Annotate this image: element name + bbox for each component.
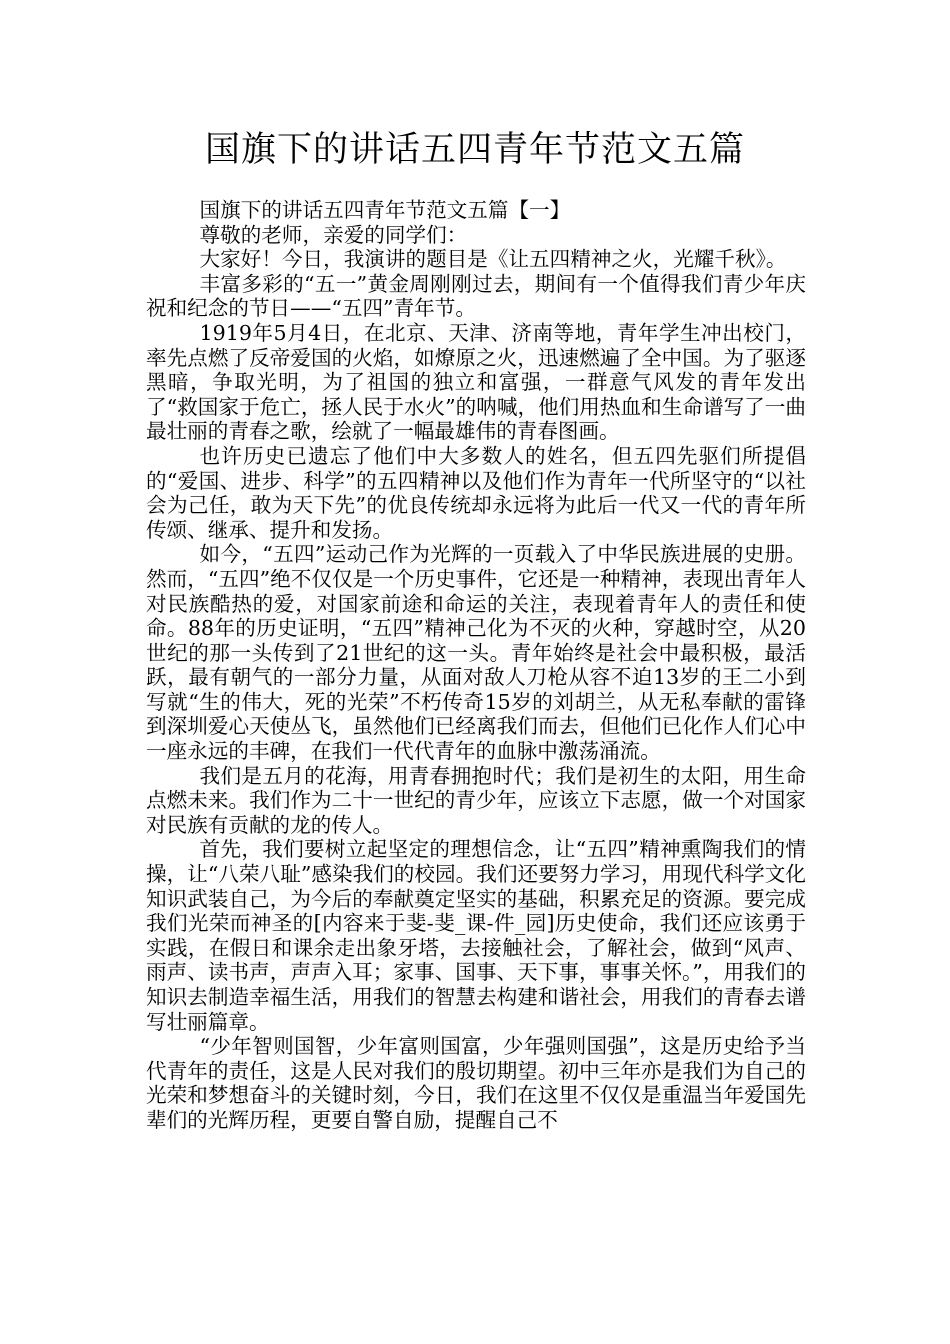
document-title: 国旗下的讲话五四青年节范文五篇 — [204, 130, 745, 170]
paragraph: “少年智则国智，少年富则国富，少年强则国强”，这是历史给予当代青年的责任，这是人民对我们的殷切期望。初中三年亦是我们为自己的光荣和梦想奋斗的关键时刻，今日，我们在这里不仅仅是重温当年爱国先辈们的光辉历程，更要自警自励，提醒自己不 — [146, 1034, 806, 1132]
paragraph: 大家好！今日，我演讲的题目是《让五四精神之火，光耀千秋》。 — [199, 247, 787, 272]
document-body — [146, 198, 806, 1133]
paragraph: 也许历史已遗忘了他们中大多数人的姓名，但五四先驱们所提倡的“爱国、进步、科学”的五四精神以及他们作为青年一代所坚守的“以社会为己任，敢为天下先”的优良传统却永远将为此后一代又一代的青年所传颂、继承、提升和发扬。 — [146, 443, 806, 542]
paragraph: 1919年5月4日，在北京、天津、济南等地，青年学生冲出校门，率先点燃了反帝爱国的火焰，如燎原之火，迅速燃遍了全中国。为了驱逐黑暗，争取光明，为了祖国的独立和富强，一群意气风发的青年发出了“救国家于危亡，拯人民于水火”的呐喊，他们用热血和生命谱写了一曲最壮丽的青春之歌，绘就了一幅最雄伟的青春图画。 — [146, 320, 806, 444]
paragraph: 我们是五月的花海，用青春拥抱时代；我们是初生的太阳，用生命点燃未来。我们作为二十一世纪的青少年，应该立下志愿，做一个对国家对民族有贡献的龙的传人。 — [146, 763, 806, 837]
paragraph: 首先，我们要树立起坚定的理想信念，让“五四”精神熏陶我们的情操，让“八荣八耻”感染我们的校园。我们还要努力学习，用现代科学文化知识武装自己，为今后的奉献奠定坚实的基础，积累充足的资源。要完成我们光荣而神圣的[内容来于斐-斐_课-件_园]历史使命，我们还应该勇于实践，在假日和课余走出象牙塔，去接触社会，了解社会，做到“风声、雨声、读书声，声声入耳；家事、国事、天下事，事事关怀。”，用我们的知识去制造幸福生活，用我们的智慧去构建和谐社会，用我们的青春去谱写壮丽篇章。 — [146, 837, 806, 1034]
paragraph: 丰富多彩的“五一”黄金周刚刚过去，期间有一个值得我们青少年庆祝和纪念的节日——“五四”青年节。 — [146, 271, 806, 321]
section-heading: 国旗下的讲话五四青年节范文五篇【一】 — [199, 198, 571, 222]
paragraph: 如今，“五四”运动己作为光辉的一页载入了中华民族进展的史册。然而，“五四”绝不仅仅是一个历史事件，它还是一种精神，表现出青年人对民族酷热的爱，对国家前途和命运的关注，表现着青年人的责任和使命。88年的历史证明，“五四”精神己化为不灭的火种，穿越时空，从20世纪的那一头传到了21世纪的这一头。青年始终是社会中最积极，最活跃，最有朝气的一部分力量，从面对敌人刀枪从容不迫13岁的王二小到写就“生的伟大，死的光荣”不朽传奇15岁的刘胡兰，从无私奉献的雷锋到深圳爱心天使丛飞，虽然他们已经离我们而去，但他们已化作人们心中一座永远的丰碑，在我们一代代青年的血脉中激荡涌流。 — [146, 542, 806, 764]
salutation: 尊敬的老师，亲爱的同学们： — [199, 222, 468, 247]
